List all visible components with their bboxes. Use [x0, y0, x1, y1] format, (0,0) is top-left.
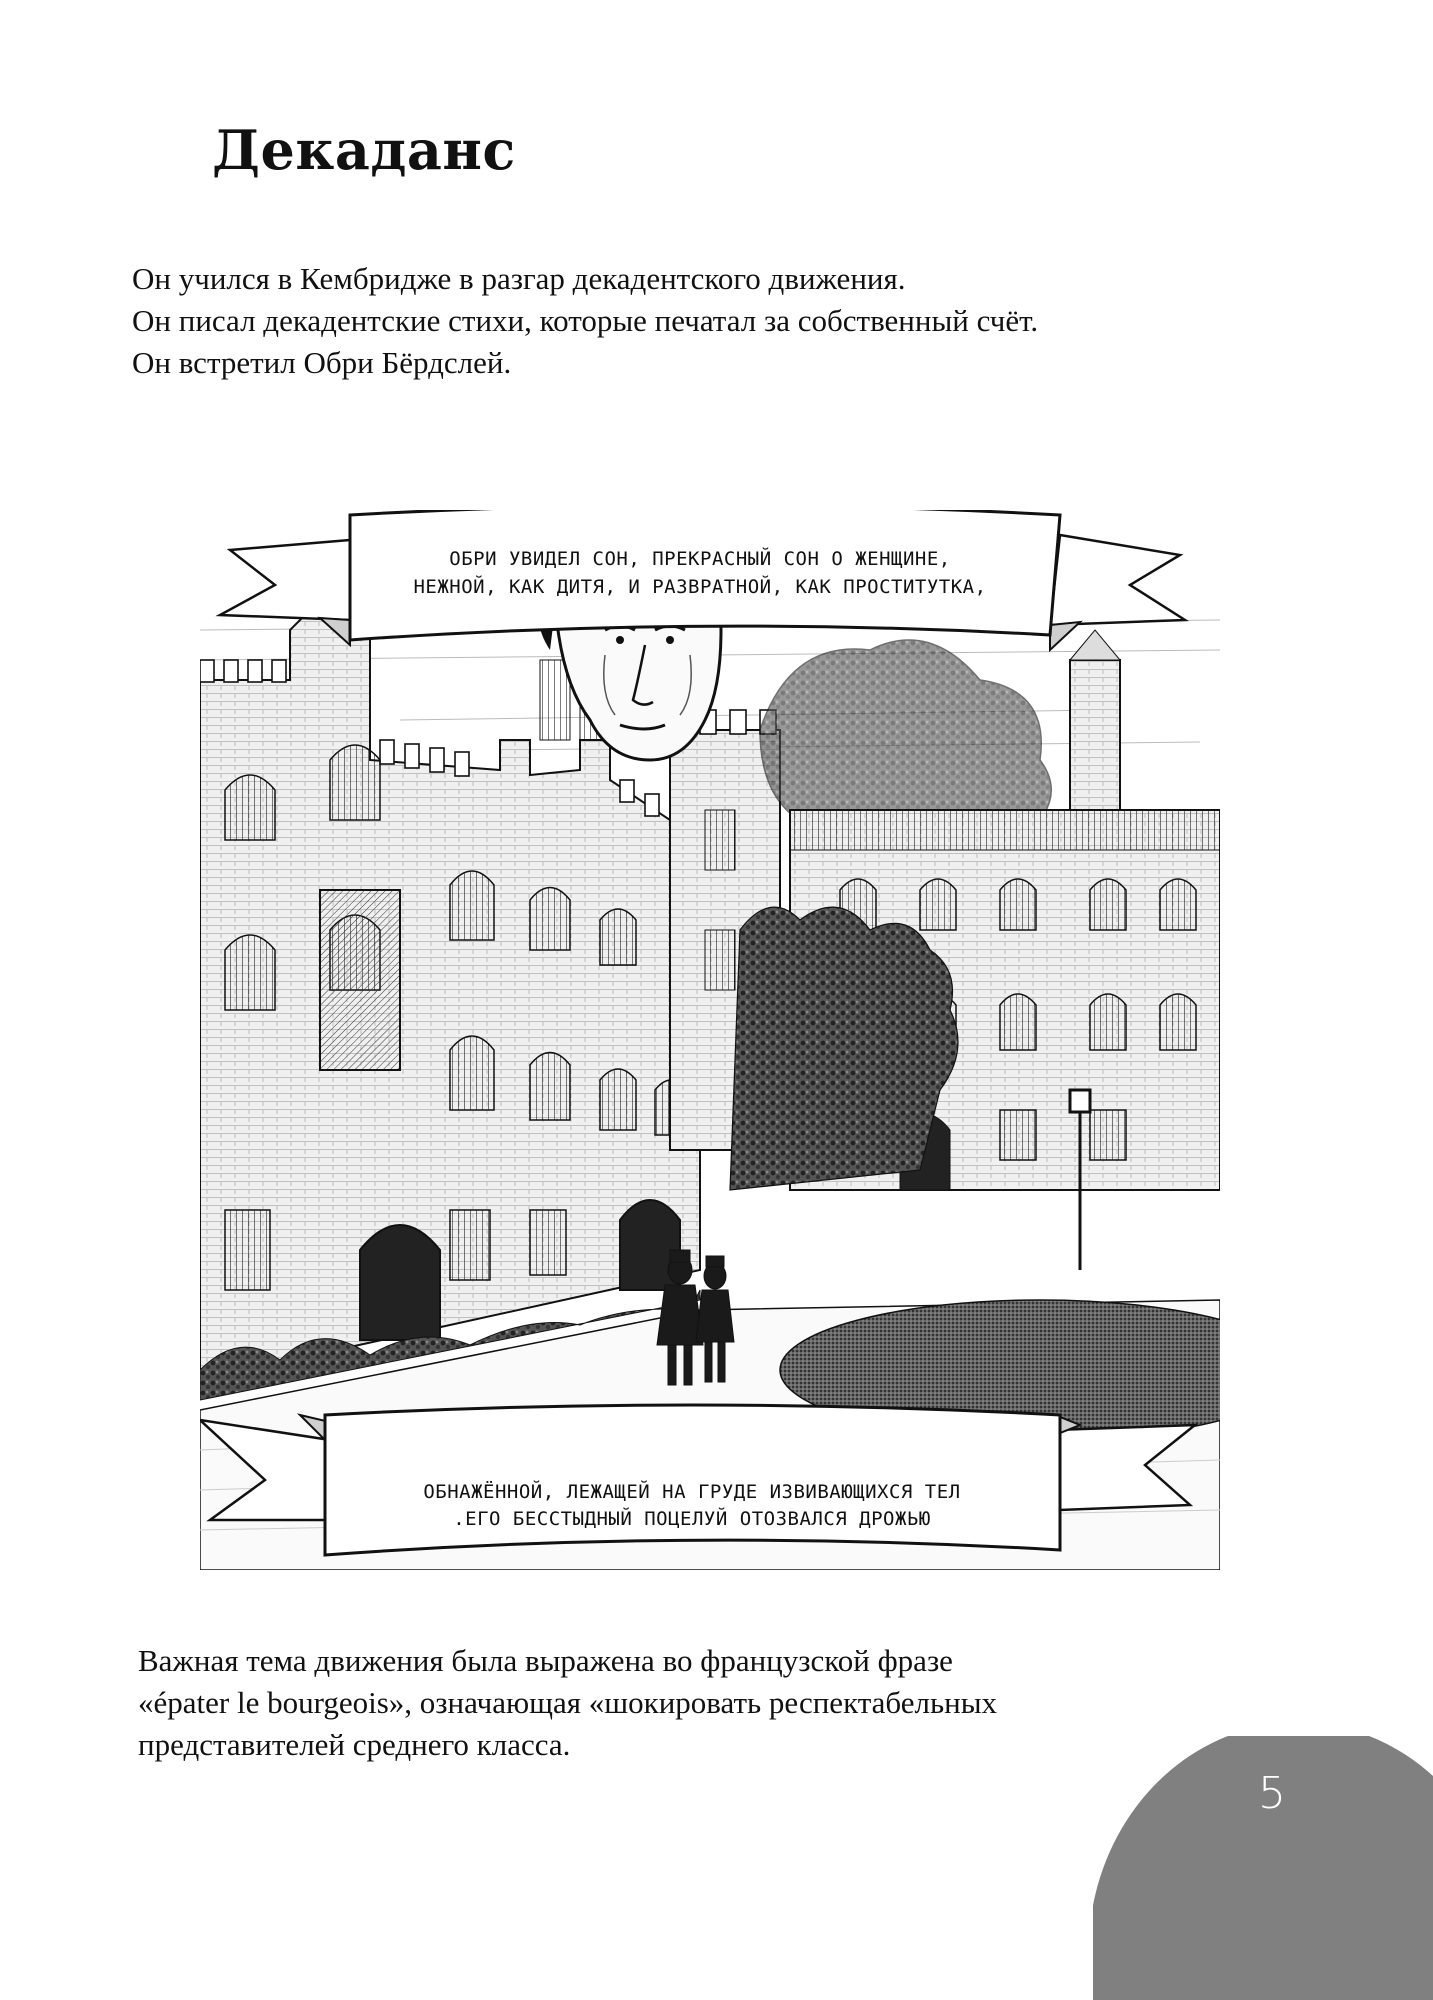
bottom-caption-banner	[200, 1405, 1195, 1555]
page-title: Декаданс	[212, 118, 516, 182]
intro-line: Он встретил Обри Бёрдслей.	[132, 345, 512, 380]
outro-line: представителей среднего класса.	[138, 1727, 571, 1762]
comic-panel	[200, 510, 1220, 1570]
bottom-caption-line: обнажённой, лежащей на груде извивающихся тел	[423, 1481, 961, 1503]
intro-line: Он писал декадентские стихи, которые печатал за собственный счёт.	[132, 303, 1039, 338]
bottom-caption-line: .Его бесстыдный поцелуй отозвался дрожью	[453, 1508, 931, 1530]
intro-line: Он учился в Кембридже в разгар декадентского движения.	[132, 261, 906, 296]
outro-line: Важная тема движения была выражена во французской фразе	[138, 1643, 953, 1678]
page-number: 5	[1258, 1768, 1286, 1819]
outro-line: «épater le bourgeois», означающая «шокировать респектабельных	[138, 1685, 998, 1720]
top-caption-line: нежной, как дитя, и развратной, как проститутка,	[413, 576, 987, 598]
intro-paragraph	[132, 258, 1332, 384]
top-caption-line: Обри увидел сон, прекрасный сон о женщине,	[449, 548, 951, 570]
